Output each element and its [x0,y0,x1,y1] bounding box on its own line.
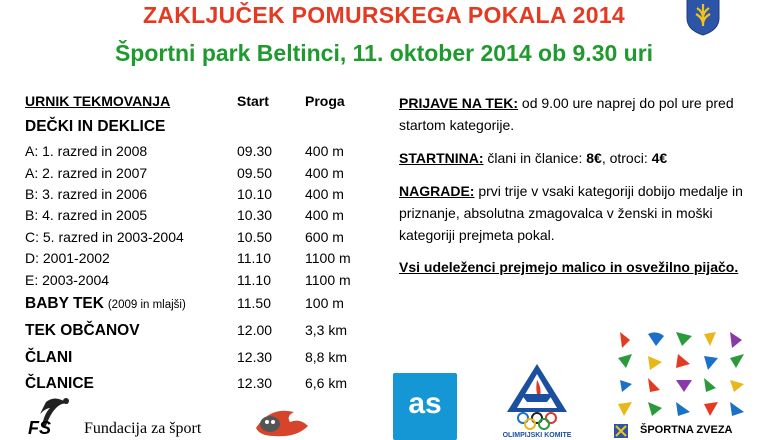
fee-text-2: , otroci: [601,150,652,166]
table-row [25,272,365,290]
registration-text: od 9.00 ure naprej do pol ure pred startom kategorije. [399,95,734,133]
fs-mark: FS [28,418,52,438]
flame-runner-logo [250,398,312,440]
row-start: 09.50 [237,165,273,181]
schedule-heading: URNIK TEKMOVANJA [25,93,171,109]
row-route: 400 m [305,143,344,159]
olympic-committee-text: OLIMPIJSKI KOMITE [502,432,572,439]
table-row [25,186,365,204]
table-row [25,250,365,268]
prizes-info [399,180,759,246]
row-category: C: 5. razred in 2003-2004 [25,229,184,245]
row-route: 400 m [305,186,344,202]
fee-child: 4€ [651,150,668,166]
as-logo: as [393,373,457,440]
row-category: D: 2001-2002 [25,250,110,266]
snack-note: Vsi udeleženci prejmejo malico in osvežilno pijačo. [399,259,739,275]
citizens-category: TEK OBČANOV [25,322,140,339]
route-column-header: Proga [305,93,345,109]
prizes-label: NAGRADE: [399,183,475,199]
row-start: 10.30 [237,207,273,223]
fee-label: STARTNINA: [399,150,484,166]
table-row [25,207,365,225]
olympic-committee-logo [491,360,583,440]
row-route: 8,8 km [305,349,348,365]
fs-foundation-name: Fundacija za šport [84,420,202,437]
registration-info [399,92,759,136]
prizes-text: prvi trije v vsaki kategoriji dobijo medalje in priznanje, absolutna zmagovalca v ženski in moški kategoriji prejmeta pokal. [399,183,743,243]
row-category: A: 2. razred in 2007 [25,165,148,181]
row-route: 6,6 km [305,375,348,391]
row-route: 100 m [305,295,344,311]
row-category: A: 1. razred in 2008 [25,143,148,159]
men-category: ČLANI [25,349,73,366]
row-category: E: 2003-2004 [25,272,110,288]
fee-text: člani in članice: [483,150,587,166]
row-start: 12.30 [237,349,273,365]
women-category: ČLANICE [25,375,94,392]
fee-adult: 8€ [586,150,602,166]
coat-of-arms-icon [683,0,723,36]
row-route: 400 m [305,165,344,181]
row-start: 12.30 [237,375,273,391]
row-start: 10.50 [237,229,273,245]
row-start: 12.00 [237,322,273,338]
row-start: 10.10 [237,186,273,202]
row-category: B: 4. razred in 2005 [25,207,148,223]
table-row [25,143,365,161]
row-route: 400 m [305,207,344,223]
table-row [25,229,365,247]
poster-title: ZAKLJUČEK POMURSKEGA POKALA 2014 [142,2,626,28]
registration-label: PRIJAVE NA TEK: [399,95,519,111]
group-title: DEČKI IN DEKLICE [25,118,166,135]
row-start: 11.50 [237,295,271,311]
row-start: 11.10 [237,272,271,288]
row-route: 3,3 km [305,322,348,338]
table-row-baby [25,295,365,315]
table-row-women [25,375,365,395]
table-row-citizens [25,322,365,342]
row-start: 11.10 [237,250,271,266]
baby-category: BABY TEK [25,295,104,312]
start-column-header: Start [237,93,269,109]
row-route: 1100 m [305,272,351,288]
poster-subtitle: Športni park Beltinci, 11. oktober 2014 ob 9.30 uri [114,40,654,66]
table-row [25,165,365,183]
sports-union-text: ŠPORTNA ZVEZA [640,424,733,436]
table-row-men [25,349,365,369]
baby-note: (2009 in mlajši) [107,299,186,311]
row-route: 600 m [305,229,344,245]
row-category: B: 3. razred in 2006 [25,186,148,202]
fee-info [399,147,759,169]
row-start: 09.30 [237,143,273,159]
row-route: 1100 m [305,250,351,266]
